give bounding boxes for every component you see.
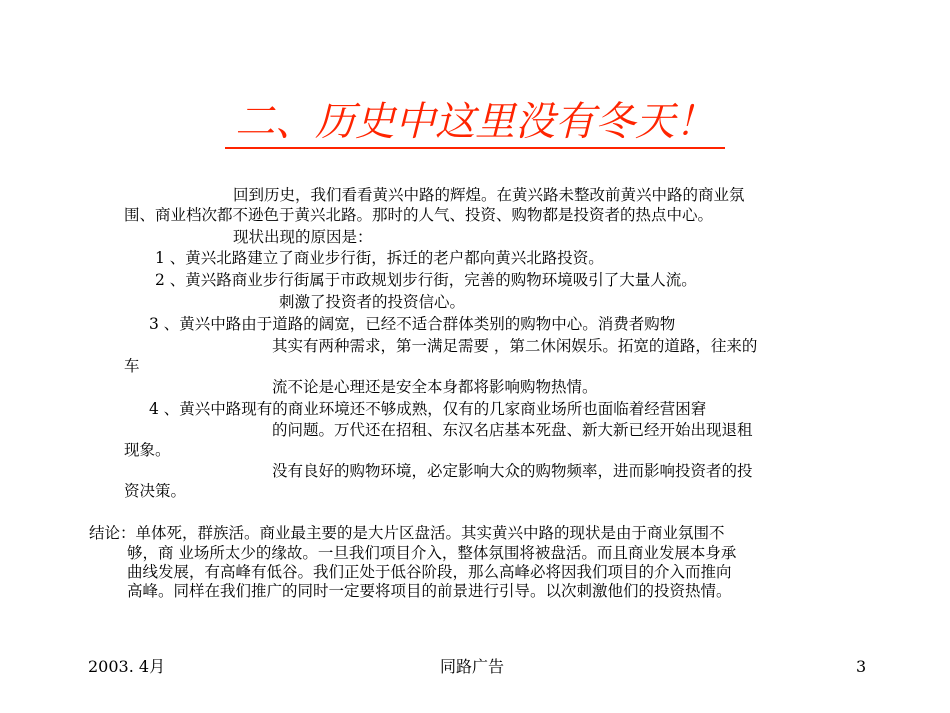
list-item-2: 2 、黄兴路商业步行街属于市政规划步行街，完善的购物环境吸引了大量人流。 [155, 271, 697, 289]
conclusion-line: 结论：单体死，群族活。商业最主要的是大片区盘活。其实黄兴中路的现状是由于商业氛围不 [89, 524, 725, 542]
reasons-intro: 现状出现的原因是： [233, 228, 373, 246]
conclusion-line: 曲线发展，有高峰有低谷。我们正处于低谷阶段，那么高峰必将因我们项目的介入而推向 [127, 563, 732, 581]
list-item-4: 4 、黄兴中路现有的商业环境还不够成熟，仅有的几家商业场所也面临着经营困窘 [149, 400, 707, 418]
paragraph-line: 回到历史，我们看看黄兴中路的辉煌。在黄兴路未整改前黄兴中路的商业氛 [233, 186, 745, 204]
list-item-1: 1 、黄兴北路建立了商业步行街，拆迁的老户都向黄兴北路投资。 [155, 249, 604, 267]
list-item-4-continued: 资决策。 [124, 482, 187, 500]
conclusion-line: 高峰。同样在我们推广的同时一定要将项目的前景进行引导。以次刺激他们的投资热情。 [127, 582, 732, 600]
slide-title [0, 96, 950, 148]
slide-title-text: 二、历史中这里没有冬天！ [225, 99, 725, 149]
list-item-3-continued: 车 [124, 357, 140, 375]
list-item-3-continued: 流不论是心理还是安全本身都将影响购物热情。 [272, 378, 598, 396]
list-item-4-continued: 的问题。万代还在招租、东汉名店基本死盘、新大新已经开始出现退租 [272, 421, 753, 439]
footer-company: 同路广告 [440, 657, 505, 676]
conclusion-line: 够，商 业场所太少的缘故。一旦我们项目介入，整体氛围将被盘活。而且商业发展本身承 [127, 544, 737, 562]
list-item-3: 3 、黄兴中路由于道路的阔宽，已经不适合群体类别的购物中心。消费者购物 [149, 315, 676, 333]
footer-date: 2003. 4月 [88, 657, 166, 676]
list-item-2-continued: 刺激了投资者的投资信心。 [279, 293, 466, 311]
list-item-4-continued: 没有良好的购物环境，必定影响大众的购物频率，进而影响投资者的投 [272, 462, 753, 480]
footer-page-number: 3 [856, 657, 867, 676]
list-item-4-continued: 现象。 [124, 441, 171, 459]
list-item-3-continued: 其实有两种需求，第一满足需要 ，第二休闲娱乐。拓宽的道路，往来的 [272, 337, 758, 355]
paragraph-line: 围、商业档次都不逊色于黄兴北路。那时的人气、投资、购物都是投资者的热点中心。 [124, 206, 714, 224]
